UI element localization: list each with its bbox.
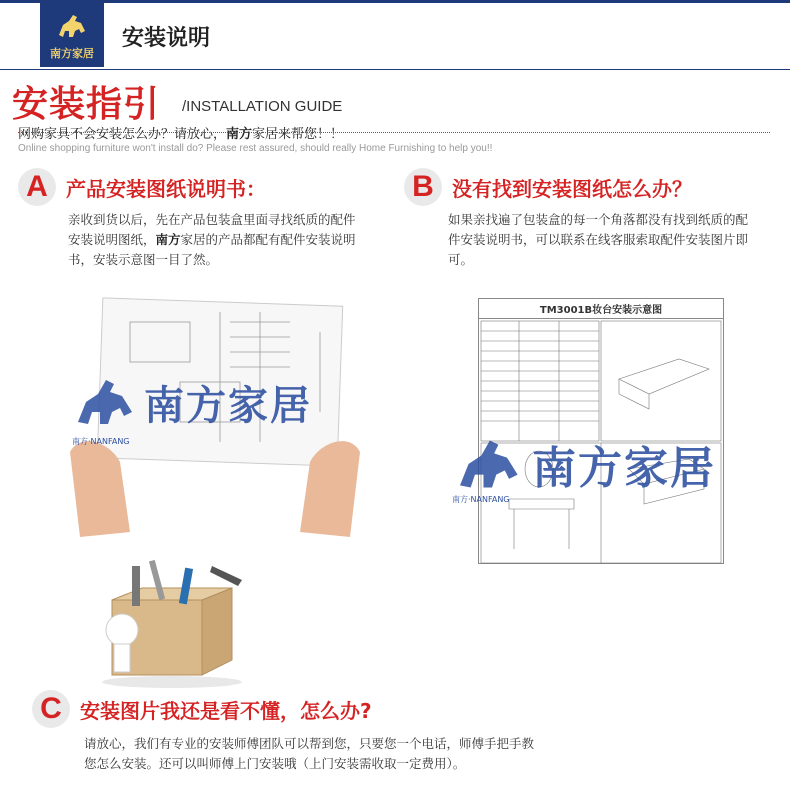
section-b-header: [404, 168, 692, 206]
section-c-badge: C: [32, 690, 70, 728]
section-b-badge: B: [404, 168, 442, 206]
section-a-title: 产品安装图纸说明书：: [66, 176, 266, 201]
section-a-line: 亲收到货以后，先在产品包装盒里面寻找纸质的配件: [68, 212, 356, 227]
assembly-diagram-sheet: [478, 298, 724, 564]
section-c-line: 请放心，我们有专业的安装师傅团队可以帮到您，只要您一个电话，师傅手把手教: [84, 736, 535, 751]
watermark-small: 南方·NANFANG: [72, 437, 130, 446]
guide-title-en: /INSTALLATION GUIDE: [182, 98, 343, 115]
header-divider: [0, 69, 790, 70]
section-a-brand: 南方: [155, 232, 181, 247]
horse-logo-icon: [55, 11, 89, 41]
section-b-line: 如果亲找遍了包装盒的每一个角落都没有找到纸质的配: [448, 212, 749, 227]
page-title: 安装说明: [122, 26, 211, 51]
horse-watermark-icon: [452, 432, 532, 496]
logo-text: 南方家居: [50, 47, 94, 60]
section-a-text: 家居的产品都配有配件安装说明: [180, 232, 356, 247]
section-b-title: 没有找到安装图纸怎么办？: [452, 176, 692, 201]
section-c-header: [32, 690, 372, 728]
watermark-text: 南方家居: [532, 443, 716, 494]
watermark-left: [72, 372, 312, 432]
section-a-badge: A: [18, 168, 56, 206]
guide-title-cn: 安装指引: [12, 84, 161, 125]
guide-title: [12, 76, 343, 125]
section-b-line: 件安装说明书，可以联系在线客服索取配件安装图片即: [448, 232, 749, 247]
intro-divider: [18, 132, 770, 133]
diagram-title: TM3001B妆台安装示意图: [479, 299, 723, 319]
toolbox-icon: [92, 560, 262, 690]
intro-text-en: Online shopping furniture won't install do? Please rest assured, should really Home Furnishing to help you!!: [18, 143, 493, 154]
section-a-line: [68, 230, 398, 250]
intro-brand: 南方: [226, 127, 253, 142]
section-b-body: [448, 210, 784, 270]
section-a-body: [68, 210, 398, 270]
header: [0, 3, 790, 69]
section-c-line: 您怎么安装。还可以叫师傅上门安装哦（上门安装需收取一定费用）。: [84, 756, 466, 771]
section-a-line: 书，安装示意图一目了然。: [68, 252, 219, 267]
intro-part-2: 家居来帮您！！: [252, 127, 344, 142]
watermark-right: [452, 432, 716, 496]
intro-part-1: 网购家具不会安装怎么办？请放心，: [18, 127, 227, 142]
watermark-small: 南方·NANFANG: [452, 495, 510, 504]
section-c-body: [84, 734, 764, 774]
section-c-title: 安装图片我还是看不懂，怎么办?: [80, 698, 372, 723]
section-a-header: [18, 168, 266, 206]
section-b-line: 可。: [448, 252, 474, 267]
horse-watermark-icon: [72, 372, 144, 432]
section-a-text: 安装说明图纸，: [68, 232, 156, 247]
brand-logo[interactable]: [40, 3, 104, 67]
watermark-text: 南方家居: [144, 382, 312, 429]
